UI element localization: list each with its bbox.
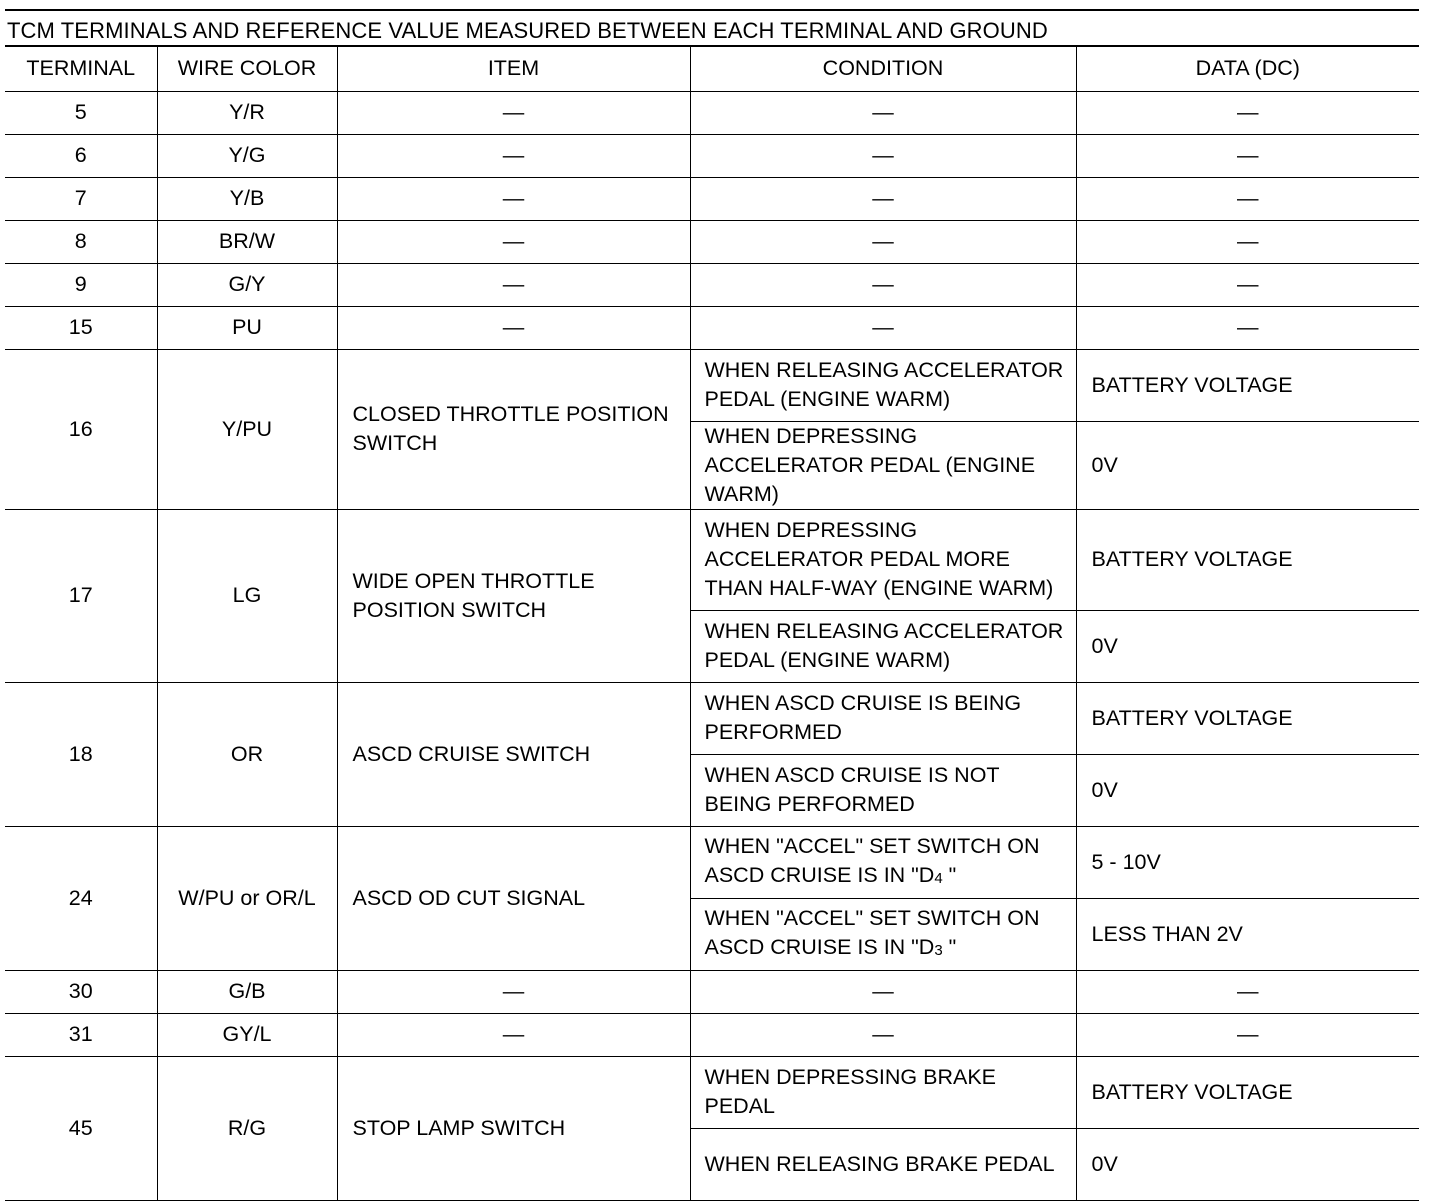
data-cell: 5 - 10V [1076,826,1419,898]
item-cell: STOP LAMP SWITCH [337,1056,690,1200]
wire-color-cell: LG [157,509,337,682]
condition-cell: — [690,134,1076,177]
data-cell: 0V [1076,421,1419,509]
header-data: DATA (DC) [1076,46,1419,91]
terminal-cell: 24 [5,826,157,970]
terminal-cell: 18 [5,682,157,826]
item-cell: — [337,306,690,349]
condition-cell [690,898,1076,970]
terminal-cell: 6 [5,134,157,177]
item-cell: ASCD CRUISE SWITCH [337,682,690,826]
condition-cell: — [690,220,1076,263]
data-cell: BATTERY VOLTAGE [1076,682,1419,754]
table-row [5,1013,1419,1056]
wire-color-cell: G/B [157,970,337,1013]
condition-cell: — [690,177,1076,220]
table-row [5,263,1419,306]
item-cell: ASCD OD CUT SIGNAL [337,826,690,970]
tcm-terminal-table [5,45,1419,1201]
table-row [5,1056,1419,1128]
terminal-cell: 30 [5,970,157,1013]
condition-cell: WHEN DEPRESSING ACCELERATOR PEDAL MORE THAN HALF-WAY (ENGINE WARM) [690,509,1076,610]
item-cell: CLOSED THROTTLE POSITION SWITCH [337,349,690,509]
item-cell: — [337,970,690,1013]
item-cell: — [337,1013,690,1056]
item-cell: — [337,263,690,306]
condition-text: WHEN "ACCEL" SET SWITCH ON ASCD CRUISE IS IN "D [704,833,1040,887]
data-cell: — [1076,91,1419,134]
data-cell: 0V [1076,1128,1419,1200]
gear-subscript: 3 [934,941,943,959]
data-cell: LESS THAN 2V [1076,898,1419,970]
terminal-cell: 9 [5,263,157,306]
condition-cell: — [690,306,1076,349]
header-item: ITEM [337,46,690,91]
condition-text-end: " [942,934,957,959]
wire-color-cell: R/G [157,1056,337,1200]
condition-text-end: " [942,862,957,887]
wire-color-cell: Y/B [157,177,337,220]
table-row [5,682,1419,754]
condition-cell: — [690,970,1076,1013]
wire-color-cell: Y/G [157,134,337,177]
condition-cell: WHEN ASCD CRUISE IS BEING PERFORMED [690,682,1076,754]
table-row [5,349,1419,421]
terminal-cell: 8 [5,220,157,263]
wire-color-cell: GY/L [157,1013,337,1056]
header-wire-color: WIRE COLOR [157,46,337,91]
condition-cell: WHEN DEPRESSING BRAKE PEDAL [690,1056,1076,1128]
data-cell: — [1076,177,1419,220]
item-cell: WIDE OPEN THROTTLE POSITION SWITCH [337,509,690,682]
terminal-cell: 31 [5,1013,157,1056]
wire-color-cell: BR/W [157,220,337,263]
data-cell: — [1076,306,1419,349]
condition-cell: — [690,1013,1076,1056]
wire-color-cell: OR [157,682,337,826]
header-condition: CONDITION [690,46,1076,91]
terminal-cell: 16 [5,349,157,509]
wire-color-cell: PU [157,306,337,349]
item-cell: — [337,220,690,263]
condition-cell [690,826,1076,898]
wire-color-cell: G/Y [157,263,337,306]
gear-subscript: 4 [934,869,943,887]
table-row [5,220,1419,263]
data-cell: — [1076,134,1419,177]
terminal-cell: 5 [5,91,157,134]
table-title: TCM TERMINALS AND REFERENCE VALUE MEASURED BETWEEN EACH TERMINAL AND GROUND [7,18,1048,43]
header-row [5,46,1419,91]
condition-cell: — [690,91,1076,134]
data-cell: — [1076,1013,1419,1056]
terminal-cell: 7 [5,177,157,220]
condition-cell: WHEN RELEASING BRAKE PEDAL [690,1128,1076,1200]
wire-color-cell: Y/R [157,91,337,134]
condition-cell: — [690,263,1076,306]
data-cell: — [1076,970,1419,1013]
data-cell: BATTERY VOLTAGE [1076,509,1419,610]
condition-cell: WHEN DEPRESSING ACCELERATOR PEDAL (ENGINE WARM) [690,421,1076,509]
condition-cell: WHEN RELEASING ACCELERATOR PEDAL (ENGINE WARM) [690,349,1076,421]
wire-color-cell: Y/PU [157,349,337,509]
table-row [5,509,1419,610]
table-row [5,306,1419,349]
item-cell: — [337,91,690,134]
item-cell: — [337,134,690,177]
data-cell: BATTERY VOLTAGE [1076,349,1419,421]
table-row [5,134,1419,177]
top-rule [5,9,1419,11]
table-row [5,177,1419,220]
condition-cell: WHEN ASCD CRUISE IS NOT BEING PERFORMED [690,754,1076,826]
condition-text: WHEN "ACCEL" SET SWITCH ON ASCD CRUISE IS IN "D [704,905,1040,959]
table-row [5,970,1419,1013]
data-cell: 0V [1076,610,1419,682]
data-cell: — [1076,220,1419,263]
item-cell: — [337,177,690,220]
terminal-cell: 17 [5,509,157,682]
wire-color-cell: W/PU or OR/L [157,826,337,970]
terminal-cell: 15 [5,306,157,349]
table-row [5,826,1419,898]
data-cell: BATTERY VOLTAGE [1076,1056,1419,1128]
header-terminal: TERMINAL [5,46,157,91]
data-cell: — [1076,263,1419,306]
condition-cell: WHEN RELEASING ACCELERATOR PEDAL (ENGINE WARM) [690,610,1076,682]
data-cell: 0V [1076,754,1419,826]
table-row [5,91,1419,134]
terminal-cell: 45 [5,1056,157,1200]
